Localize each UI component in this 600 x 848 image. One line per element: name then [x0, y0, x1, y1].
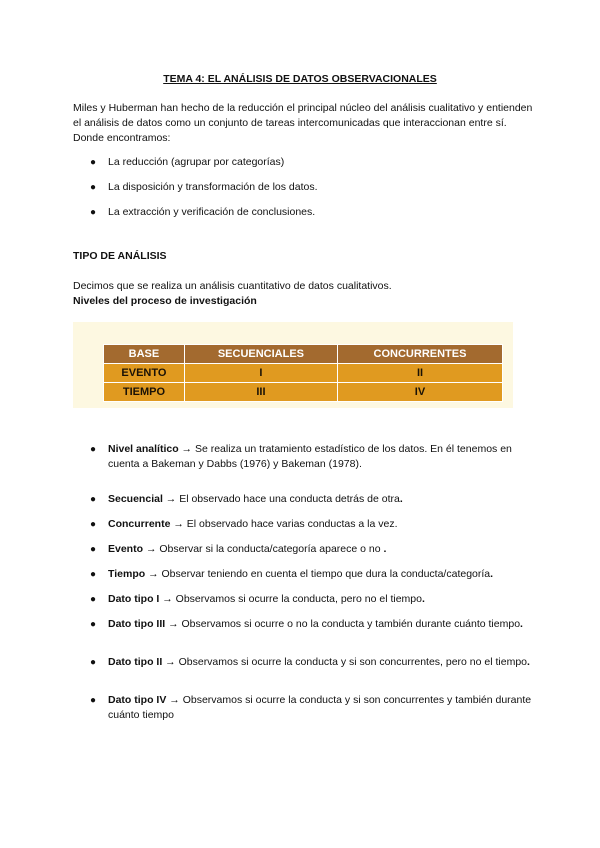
definition-text: Observar si la conducta/categoría aparece o no — [159, 543, 381, 555]
list-item — [73, 693, 533, 731]
table-cell: EVENTO — [104, 364, 185, 383]
levels-table — [103, 344, 503, 402]
bullet-icon: ● — [90, 695, 97, 706]
arrow-icon: → — [169, 694, 180, 706]
term: Dato tipo III — [108, 618, 166, 630]
definition-text: Observamos si ocurre la conducta y si son concurrentes y también durante cuánto tiempo — [108, 694, 532, 721]
definition-text: Observamos si ocurre la conducta, pero no el tiempo — [175, 593, 422, 605]
definition-text: El observado hace una conducta detrás de otra — [179, 493, 400, 505]
term: Dato tipo I — [108, 593, 160, 605]
bullet-icon: ● — [90, 494, 97, 505]
arrow-icon: → — [162, 593, 173, 605]
levels-table-panel — [73, 322, 513, 408]
term: Evento — [108, 543, 144, 555]
term: Dato tipo II — [108, 656, 163, 668]
arrow-icon: → — [173, 518, 184, 530]
term: Secuencial — [108, 493, 163, 505]
page-title: TEMA 4: EL ANÁLISIS DE DATOS OBSERVACIONALES — [163, 73, 437, 85]
levels-heading: Niveles del proceso de investigación — [73, 295, 257, 307]
list-item: ● Tiempo → Observar teniendo en cuenta el tiempo que dura la conducta/categoría. — [90, 568, 494, 580]
section-text: Decimos que se realiza un análisis cuantitativo de datos cualitativos. — [73, 280, 392, 292]
list-item — [73, 517, 533, 542]
list-item: ● La reducción (agrupar por categorías) — [90, 156, 285, 168]
bullet-icon: ● — [90, 544, 97, 555]
table-header-cell: BASE — [104, 345, 185, 364]
list-item: ● Evento → Observar si la conducta/categoría aparece o no . — [90, 543, 387, 555]
intro-list — [73, 155, 533, 230]
bullet-icon: ● — [90, 157, 97, 168]
table-cell: III — [184, 383, 337, 402]
list-item: ● Dato tipo II → Observamos si ocurre la conducta y si son concurrentes, pero no el tiempo. — [90, 656, 530, 668]
list-item: ● La extracción y verificación de conclusiones. — [90, 206, 316, 218]
list-item: ● La disposición y transformación de los datos. — [90, 181, 318, 193]
arrow-icon: → — [165, 493, 177, 505]
bullet-icon: ● — [90, 569, 97, 580]
arrow-icon: → — [181, 443, 193, 455]
table-cell: II — [338, 364, 503, 383]
table-header-row — [104, 345, 503, 364]
table-cell: IV — [338, 383, 503, 402]
bullet-icon: ● — [90, 594, 97, 605]
term: Nivel analítico — [108, 443, 179, 455]
table-row — [104, 383, 503, 402]
definition-text: Observamos si ocurre la conducta y si son concurrentes, pero no el tiempo — [178, 656, 528, 668]
bullet-icon: ● — [90, 519, 97, 530]
table-cell: TIEMPO — [104, 383, 185, 402]
intro-paragraph: Miles y Huberman han hecho de la reducción el principal núcleo del análisis cualitativo y entienden el análisis de datos como un conjunto de tareas intercomunicadas que interaccionan entre sí. Donde encontramos: — [73, 102, 533, 144]
definition-text: Observar teniendo en cuenta el tiempo que dura la conducta/categoría — [161, 568, 491, 580]
bullet-icon: ● — [90, 182, 97, 193]
definition-text: El observado hace varias conductas a la vez. — [186, 518, 398, 530]
arrow-icon: → — [168, 618, 179, 630]
term: Concurrente — [108, 518, 171, 530]
bullet-icon: ● — [90, 444, 97, 455]
table-header-cell: SECUENCIALES — [184, 345, 337, 364]
table-row — [104, 364, 503, 383]
term: Tiempo — [108, 568, 146, 580]
bullet-icon: ● — [90, 619, 97, 630]
definitions-list — [73, 442, 533, 731]
list-item — [73, 442, 533, 492]
definition-text: Se realiza un tratamiento estadístico de los datos. En él tenemos en cuenta a Bakeman y Dabbs (1976) y Bakeman (1978). — [108, 443, 512, 470]
term: Dato tipo IV — [108, 694, 167, 706]
list-item: ● Dato tipo III → Observamos si ocurre o no la conducta y también durante cuánto tiempo. — [90, 618, 523, 630]
table-cell: I — [184, 364, 337, 383]
definition-text: Observamos si ocurre o no la conducta y también durante cuánto tiempo — [181, 618, 521, 630]
section-heading: TIPO DE ANÁLISIS — [73, 250, 167, 262]
bullet-icon: ● — [90, 207, 97, 218]
arrow-icon: → — [145, 543, 157, 555]
arrow-icon: → — [148, 568, 159, 580]
table-header-cell: CONCURRENTES — [338, 345, 503, 364]
list-item: ● Secuencial → El observado hace una conducta detrás de otra. — [90, 493, 403, 505]
list-item: ● Dato tipo I → Observamos si ocurre la conducta, pero no el tiempo. — [90, 593, 425, 605]
arrow-icon: → — [165, 656, 176, 668]
bullet-icon: ● — [90, 657, 97, 668]
